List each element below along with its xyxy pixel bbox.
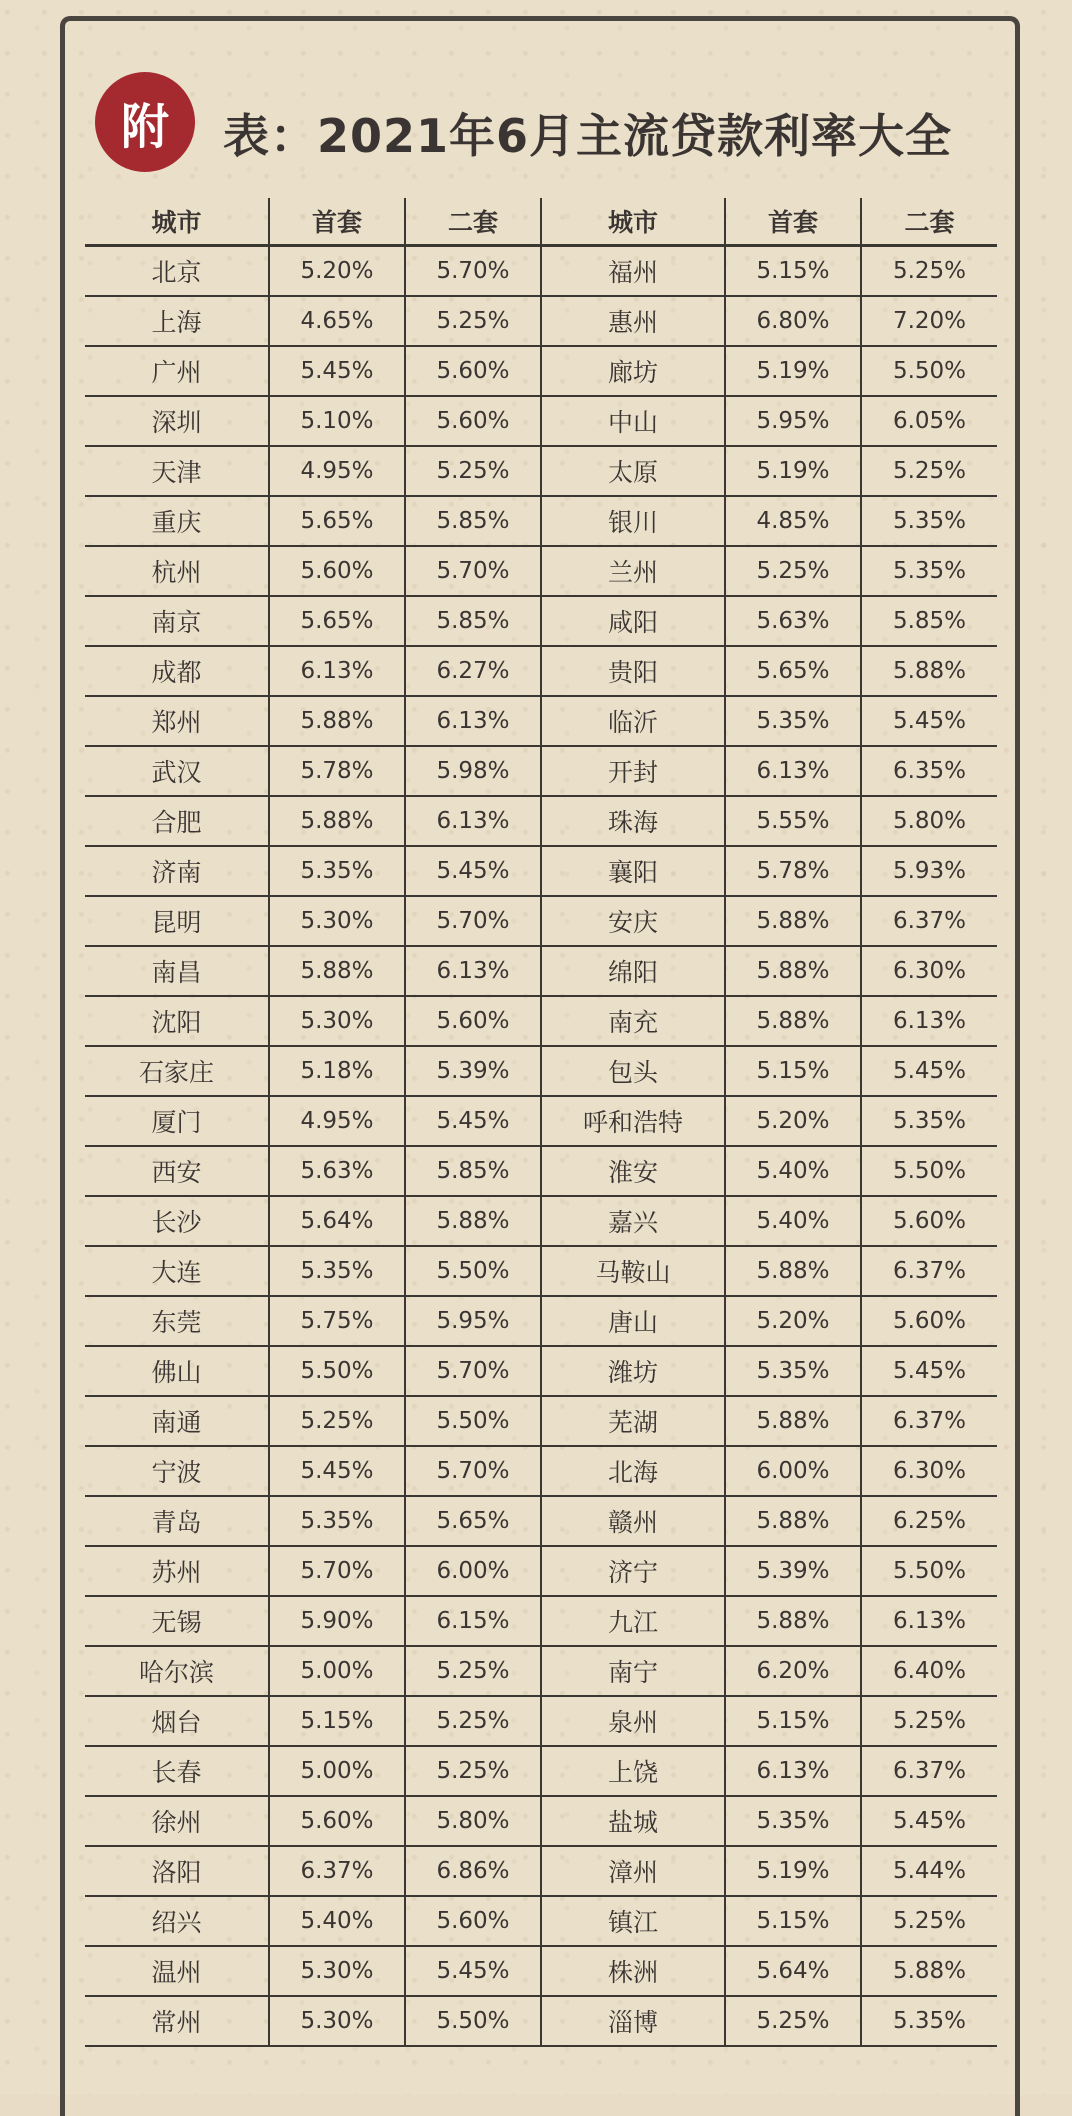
first-home-rate-cell: 4.95%	[269, 1096, 405, 1146]
first-home-rate-cell: 4.95%	[269, 446, 405, 496]
column-header-city: 城市	[541, 198, 725, 246]
second-home-rate-cell: 5.50%	[861, 1146, 997, 1196]
second-home-rate-cell: 5.95%	[405, 1296, 541, 1346]
table-header-row	[85, 198, 997, 246]
first-home-rate-cell: 5.00%	[269, 1646, 405, 1696]
table-row	[85, 1846, 997, 1896]
second-home-rate-cell: 5.45%	[861, 1046, 997, 1096]
second-home-rate-cell: 5.60%	[405, 346, 541, 396]
city-cell: 福州	[541, 246, 725, 297]
table-row	[85, 1896, 997, 1946]
first-home-rate-cell: 5.88%	[725, 996, 861, 1046]
table-row	[85, 1746, 997, 1796]
first-home-rate-cell: 5.15%	[725, 1896, 861, 1946]
first-home-rate-cell: 5.45%	[269, 346, 405, 396]
second-home-rate-cell: 5.98%	[405, 746, 541, 796]
second-home-rate-cell: 5.70%	[405, 546, 541, 596]
second-home-rate-cell: 6.40%	[861, 1646, 997, 1696]
second-home-rate-cell: 6.05%	[861, 396, 997, 446]
first-home-rate-cell: 5.25%	[725, 1996, 861, 2046]
second-home-rate-cell: 5.85%	[405, 496, 541, 546]
second-home-rate-cell: 5.35%	[861, 496, 997, 546]
city-cell: 哈尔滨	[85, 1646, 269, 1696]
table-row	[85, 1446, 997, 1496]
second-home-rate-cell: 5.45%	[861, 1346, 997, 1396]
second-home-rate-cell: 5.85%	[405, 1146, 541, 1196]
second-home-rate-cell: 5.60%	[405, 996, 541, 1046]
first-home-rate-cell: 5.30%	[269, 996, 405, 1046]
table-row	[85, 1096, 997, 1146]
city-cell: 中山	[541, 396, 725, 446]
table-row	[85, 246, 997, 297]
second-home-rate-cell: 5.25%	[861, 1896, 997, 1946]
table-row	[85, 1696, 997, 1746]
second-home-rate-cell: 6.37%	[861, 896, 997, 946]
city-cell: 嘉兴	[541, 1196, 725, 1246]
second-home-rate-cell: 6.25%	[861, 1496, 997, 1546]
city-cell: 郑州	[85, 696, 269, 746]
second-home-rate-cell: 5.70%	[405, 246, 541, 297]
first-home-rate-cell: 5.88%	[269, 946, 405, 996]
city-cell: 绍兴	[85, 1896, 269, 1946]
city-cell: 南通	[85, 1396, 269, 1446]
first-home-rate-cell: 5.00%	[269, 1746, 405, 1796]
city-cell: 开封	[541, 746, 725, 796]
second-home-rate-cell: 5.88%	[405, 1196, 541, 1246]
second-home-rate-cell: 6.37%	[861, 1396, 997, 1446]
table-row	[85, 746, 997, 796]
first-home-rate-cell: 5.15%	[269, 1696, 405, 1746]
city-cell: 南充	[541, 996, 725, 1046]
city-cell: 常州	[85, 1996, 269, 2046]
first-home-rate-cell: 5.50%	[269, 1346, 405, 1396]
second-home-rate-cell: 5.45%	[405, 1096, 541, 1146]
city-cell: 大连	[85, 1246, 269, 1296]
table-row	[85, 896, 997, 946]
first-home-rate-cell: 5.63%	[269, 1146, 405, 1196]
table-row	[85, 1496, 997, 1546]
city-cell: 宁波	[85, 1446, 269, 1496]
second-home-rate-cell: 5.35%	[861, 546, 997, 596]
second-home-rate-cell: 5.50%	[405, 1246, 541, 1296]
second-home-rate-cell: 5.93%	[861, 846, 997, 896]
city-cell: 石家庄	[85, 1046, 269, 1096]
table-row	[85, 546, 997, 596]
table-row	[85, 1046, 997, 1096]
table-row	[85, 996, 997, 1046]
table-row	[85, 1796, 997, 1846]
first-home-rate-cell: 6.00%	[725, 1446, 861, 1496]
first-home-rate-cell: 5.15%	[725, 246, 861, 297]
first-home-rate-cell: 5.19%	[725, 1846, 861, 1896]
second-home-rate-cell: 6.00%	[405, 1546, 541, 1596]
second-home-rate-cell: 6.37%	[861, 1246, 997, 1296]
first-home-rate-cell: 5.40%	[725, 1196, 861, 1246]
city-cell: 临沂	[541, 696, 725, 746]
second-home-rate-cell: 5.50%	[861, 346, 997, 396]
first-home-rate-cell: 5.45%	[269, 1446, 405, 1496]
second-home-rate-cell: 5.25%	[405, 1646, 541, 1696]
table-row	[85, 946, 997, 996]
city-cell: 合肥	[85, 796, 269, 846]
city-cell: 长春	[85, 1746, 269, 1796]
city-cell: 贵阳	[541, 646, 725, 696]
city-cell: 太原	[541, 446, 725, 496]
rate-table	[85, 198, 997, 2047]
second-home-rate-cell: 5.50%	[405, 1396, 541, 1446]
first-home-rate-cell: 5.15%	[725, 1046, 861, 1096]
table-row	[85, 846, 997, 896]
city-cell: 北京	[85, 246, 269, 297]
city-cell: 九江	[541, 1596, 725, 1646]
first-home-rate-cell: 6.13%	[269, 646, 405, 696]
first-home-rate-cell: 5.60%	[269, 1796, 405, 1846]
second-home-rate-cell: 6.35%	[861, 746, 997, 796]
first-home-rate-cell: 5.40%	[269, 1896, 405, 1946]
first-home-rate-cell: 5.25%	[269, 1396, 405, 1446]
second-home-rate-cell: 6.30%	[861, 1446, 997, 1496]
city-cell: 呼和浩特	[541, 1096, 725, 1146]
city-cell: 天津	[85, 446, 269, 496]
first-home-rate-cell: 5.75%	[269, 1296, 405, 1346]
second-home-rate-cell: 5.50%	[861, 1546, 997, 1596]
second-home-rate-cell: 6.13%	[861, 996, 997, 1046]
second-home-rate-cell: 5.65%	[405, 1496, 541, 1546]
first-home-rate-cell: 5.35%	[725, 1346, 861, 1396]
first-home-rate-cell: 5.88%	[725, 896, 861, 946]
second-home-rate-cell: 6.13%	[405, 696, 541, 746]
second-home-rate-cell: 5.45%	[861, 1796, 997, 1846]
second-home-rate-cell: 6.13%	[405, 796, 541, 846]
table-row	[85, 446, 997, 496]
second-home-rate-cell: 5.85%	[405, 596, 541, 646]
table-row	[85, 1146, 997, 1196]
second-home-rate-cell: 6.13%	[861, 1596, 997, 1646]
first-home-rate-cell: 5.88%	[725, 946, 861, 996]
first-home-rate-cell: 5.95%	[725, 396, 861, 446]
second-home-rate-cell: 6.15%	[405, 1596, 541, 1646]
first-home-rate-cell: 5.88%	[269, 696, 405, 746]
first-home-rate-cell: 5.65%	[269, 596, 405, 646]
first-home-rate-cell: 6.20%	[725, 1646, 861, 1696]
city-cell: 南京	[85, 596, 269, 646]
city-cell: 泉州	[541, 1696, 725, 1746]
city-cell: 咸阳	[541, 596, 725, 646]
city-cell: 洛阳	[85, 1846, 269, 1896]
second-home-rate-cell: 5.45%	[861, 696, 997, 746]
first-home-rate-cell: 5.35%	[725, 696, 861, 746]
first-home-rate-cell: 5.78%	[725, 846, 861, 896]
city-cell: 淮安	[541, 1146, 725, 1196]
table-row	[85, 1246, 997, 1296]
first-home-rate-cell: 5.39%	[725, 1546, 861, 1596]
second-home-rate-cell: 5.70%	[405, 1346, 541, 1396]
city-cell: 南宁	[541, 1646, 725, 1696]
city-cell: 西安	[85, 1146, 269, 1196]
second-home-rate-cell: 6.86%	[405, 1846, 541, 1896]
city-cell: 包头	[541, 1046, 725, 1096]
first-home-rate-cell: 5.30%	[269, 896, 405, 946]
second-home-rate-cell: 7.20%	[861, 296, 997, 346]
column-header-first-home: 首套	[725, 198, 861, 246]
first-home-rate-cell: 5.60%	[269, 546, 405, 596]
second-home-rate-cell: 6.27%	[405, 646, 541, 696]
city-cell: 唐山	[541, 1296, 725, 1346]
table-row	[85, 1196, 997, 1246]
city-cell: 温州	[85, 1946, 269, 1996]
second-home-rate-cell: 5.80%	[861, 796, 997, 846]
city-cell: 镇江	[541, 1896, 725, 1946]
column-header-city: 城市	[85, 198, 269, 246]
first-home-rate-cell: 5.30%	[269, 1996, 405, 2046]
city-cell: 漳州	[541, 1846, 725, 1896]
second-home-rate-cell: 6.13%	[405, 946, 541, 996]
first-home-rate-cell: 5.35%	[725, 1796, 861, 1846]
second-home-rate-cell: 6.30%	[861, 946, 997, 996]
second-home-rate-cell: 5.60%	[861, 1196, 997, 1246]
first-home-rate-cell: 5.88%	[725, 1596, 861, 1646]
first-home-rate-cell: 6.80%	[725, 296, 861, 346]
second-home-rate-cell: 5.70%	[405, 1446, 541, 1496]
table-row	[85, 796, 997, 846]
city-cell: 上海	[85, 296, 269, 346]
first-home-rate-cell: 5.35%	[269, 1246, 405, 1296]
city-cell: 惠州	[541, 296, 725, 346]
city-cell: 无锡	[85, 1596, 269, 1646]
city-cell: 芜湖	[541, 1396, 725, 1446]
city-cell: 东莞	[85, 1296, 269, 1346]
first-home-rate-cell: 4.85%	[725, 496, 861, 546]
first-home-rate-cell: 5.19%	[725, 446, 861, 496]
city-cell: 济宁	[541, 1546, 725, 1596]
city-cell: 赣州	[541, 1496, 725, 1546]
first-home-rate-cell: 5.63%	[725, 596, 861, 646]
city-cell: 安庆	[541, 896, 725, 946]
second-home-rate-cell: 5.25%	[861, 246, 997, 297]
first-home-rate-cell: 5.88%	[269, 796, 405, 846]
table-row	[85, 1396, 997, 1446]
first-home-rate-cell: 6.13%	[725, 1746, 861, 1796]
table-row	[85, 1946, 997, 1996]
first-home-rate-cell: 5.55%	[725, 796, 861, 846]
city-cell: 广州	[85, 346, 269, 396]
second-home-rate-cell: 5.88%	[861, 1946, 997, 1996]
first-home-rate-cell: 5.20%	[269, 246, 405, 297]
city-cell: 兰州	[541, 546, 725, 596]
city-cell: 佛山	[85, 1346, 269, 1396]
second-home-rate-cell: 5.44%	[861, 1846, 997, 1896]
city-cell: 武汉	[85, 746, 269, 796]
city-cell: 北海	[541, 1446, 725, 1496]
second-home-rate-cell: 5.85%	[861, 596, 997, 646]
second-home-rate-cell: 5.25%	[405, 296, 541, 346]
first-home-rate-cell: 4.65%	[269, 296, 405, 346]
first-home-rate-cell: 5.15%	[725, 1696, 861, 1746]
second-home-rate-cell: 5.25%	[405, 446, 541, 496]
first-home-rate-cell: 5.90%	[269, 1596, 405, 1646]
first-home-rate-cell: 5.20%	[725, 1296, 861, 1346]
table-row	[85, 1596, 997, 1646]
first-home-rate-cell: 5.20%	[725, 1096, 861, 1146]
table-row	[85, 396, 997, 446]
first-home-rate-cell: 5.64%	[269, 1196, 405, 1246]
city-cell: 苏州	[85, 1546, 269, 1596]
first-home-rate-cell: 5.88%	[725, 1246, 861, 1296]
second-home-rate-cell: 5.45%	[405, 846, 541, 896]
second-home-rate-cell: 5.60%	[405, 396, 541, 446]
column-header-first-home: 首套	[269, 198, 405, 246]
second-home-rate-cell: 5.80%	[405, 1796, 541, 1846]
first-home-rate-cell: 5.88%	[725, 1496, 861, 1546]
table-row	[85, 646, 997, 696]
first-home-rate-cell: 5.35%	[269, 846, 405, 896]
table-row	[85, 696, 997, 746]
city-cell: 徐州	[85, 1796, 269, 1846]
city-cell: 淄博	[541, 1996, 725, 2046]
city-cell: 株洲	[541, 1946, 725, 1996]
city-cell: 马鞍山	[541, 1246, 725, 1296]
column-header-second-home: 二套	[405, 198, 541, 246]
second-home-rate-cell: 5.39%	[405, 1046, 541, 1096]
second-home-rate-cell: 5.25%	[861, 1696, 997, 1746]
table-body	[85, 246, 997, 2047]
first-home-rate-cell: 5.65%	[269, 496, 405, 546]
city-cell: 沈阳	[85, 996, 269, 1046]
city-cell: 廊坊	[541, 346, 725, 396]
city-cell: 深圳	[85, 396, 269, 446]
second-home-rate-cell: 5.45%	[405, 1946, 541, 1996]
first-home-rate-cell: 5.30%	[269, 1946, 405, 1996]
first-home-rate-cell: 5.64%	[725, 1946, 861, 1996]
first-home-rate-cell: 5.10%	[269, 396, 405, 446]
city-cell: 银川	[541, 496, 725, 546]
first-home-rate-cell: 5.35%	[269, 1496, 405, 1546]
first-home-rate-cell: 6.37%	[269, 1846, 405, 1896]
table-row	[85, 596, 997, 646]
city-cell: 南昌	[85, 946, 269, 996]
city-cell: 盐城	[541, 1796, 725, 1846]
first-home-rate-cell: 5.78%	[269, 746, 405, 796]
first-home-rate-cell: 5.40%	[725, 1146, 861, 1196]
first-home-rate-cell: 5.88%	[725, 1396, 861, 1446]
second-home-rate-cell: 5.70%	[405, 896, 541, 946]
city-cell: 长沙	[85, 1196, 269, 1246]
table-row	[85, 1646, 997, 1696]
city-cell: 烟台	[85, 1696, 269, 1746]
second-home-rate-cell: 5.35%	[861, 1996, 997, 2046]
table-row	[85, 1296, 997, 1346]
city-cell: 上饶	[541, 1746, 725, 1796]
second-home-rate-cell: 5.50%	[405, 1996, 541, 2046]
table-row	[85, 1996, 997, 2046]
city-cell: 重庆	[85, 496, 269, 546]
first-home-rate-cell: 5.65%	[725, 646, 861, 696]
second-home-rate-cell: 5.60%	[405, 1896, 541, 1946]
second-home-rate-cell: 5.25%	[405, 1696, 541, 1746]
table-row	[85, 496, 997, 546]
city-cell: 厦门	[85, 1096, 269, 1146]
first-home-rate-cell: 5.70%	[269, 1546, 405, 1596]
table-row	[85, 1346, 997, 1396]
city-cell: 绵阳	[541, 946, 725, 996]
second-home-rate-cell: 5.88%	[861, 646, 997, 696]
second-home-rate-cell: 5.25%	[861, 446, 997, 496]
first-home-rate-cell: 5.18%	[269, 1046, 405, 1096]
city-cell: 杭州	[85, 546, 269, 596]
city-cell: 成都	[85, 646, 269, 696]
second-home-rate-cell: 5.35%	[861, 1096, 997, 1146]
second-home-rate-cell: 5.25%	[405, 1746, 541, 1796]
table-row	[85, 346, 997, 396]
first-home-rate-cell: 5.25%	[725, 546, 861, 596]
city-cell: 青岛	[85, 1496, 269, 1546]
table-row	[85, 296, 997, 346]
first-home-rate-cell: 5.19%	[725, 346, 861, 396]
city-cell: 襄阳	[541, 846, 725, 896]
column-header-second-home: 二套	[861, 198, 997, 246]
page-title: 表：2021年6月主流贷款利率大全	[223, 109, 953, 163]
city-cell: 潍坊	[541, 1346, 725, 1396]
appendix-badge: 附	[95, 72, 195, 172]
city-cell: 昆明	[85, 896, 269, 946]
first-home-rate-cell: 6.13%	[725, 746, 861, 796]
table-row	[85, 1546, 997, 1596]
city-cell: 济南	[85, 846, 269, 896]
second-home-rate-cell: 6.37%	[861, 1746, 997, 1796]
city-cell: 珠海	[541, 796, 725, 846]
second-home-rate-cell: 5.60%	[861, 1296, 997, 1346]
